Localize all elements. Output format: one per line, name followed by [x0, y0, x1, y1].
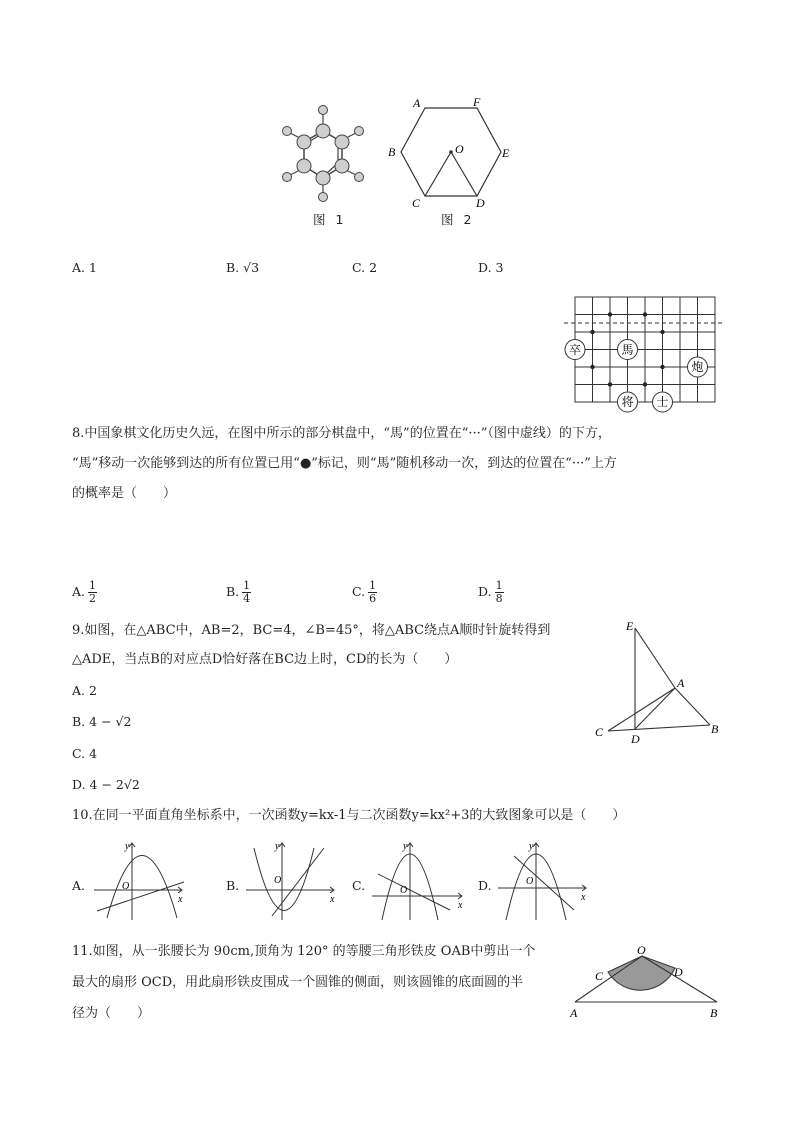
- hex-label-f: F: [473, 95, 481, 109]
- chessboard-figure: [560, 290, 725, 415]
- q10-option-d-label[interactable]: D.: [478, 878, 492, 893]
- figure-1-caption: 图 1: [313, 212, 347, 227]
- option-letter: C.: [352, 584, 366, 599]
- origin-label: O: [122, 881, 130, 892]
- q11-label-o: O: [637, 943, 646, 957]
- piece-ma: 馬: [621, 343, 634, 357]
- option-value: √3: [243, 260, 260, 275]
- x-axis-label: x: [581, 892, 586, 903]
- x-axis-label: x: [458, 900, 463, 911]
- option-value: 4 − √2: [89, 714, 132, 729]
- q9-label-c: C: [595, 725, 604, 739]
- figure-2-caption: 图 2: [441, 212, 475, 227]
- q11-label-a: A: [570, 1006, 578, 1020]
- figure-molecule: [276, 98, 366, 208]
- q8-line-1: 8.中国象棋文化历史久远，在图中所示的部分棋盘中，“馬”的位置在“···”（图中虚线）的下方，: [72, 426, 611, 441]
- origin-label: O: [400, 885, 408, 896]
- q11-label-c: C: [595, 969, 604, 983]
- fraction: [495, 580, 504, 605]
- hex-label-c: C: [412, 196, 421, 210]
- denominator: 8: [495, 592, 503, 605]
- option-value: 4: [89, 746, 98, 761]
- q8-option-c[interactable]: [352, 580, 377, 605]
- y-axis-label: y: [275, 841, 280, 852]
- figure-hexagon: [383, 90, 518, 215]
- option-value: 2: [369, 260, 378, 275]
- option-value: 1: [89, 260, 97, 275]
- numerator: 1: [495, 579, 503, 592]
- q8-line-2: “馬”移动一次能够到达的所有位置已用“●”标记，则“馬”随机移动一次，到达的位置在“···”上方: [72, 456, 617, 471]
- q9-label-e: E: [626, 619, 634, 633]
- option-letter: B.: [226, 260, 240, 275]
- option-letter: A.: [72, 584, 86, 599]
- option-letter: A.: [72, 683, 86, 698]
- q8-option-d[interactable]: [478, 580, 504, 605]
- option-letter: D.: [72, 777, 86, 792]
- denominator: 6: [369, 592, 377, 605]
- q9-option-b[interactable]: [72, 712, 131, 732]
- denominator: 4: [243, 592, 251, 605]
- q10-graph-a[interactable]: [92, 838, 187, 923]
- q9-option-a[interactable]: [72, 681, 97, 701]
- q8-option-a[interactable]: [72, 580, 97, 605]
- origin-label: O: [274, 875, 282, 886]
- q9-label-b: B: [711, 722, 719, 736]
- option-letter: D.: [478, 260, 492, 275]
- q10-graph-c[interactable]: [370, 838, 465, 923]
- hex-label-a: A: [413, 96, 421, 110]
- x-axis-label: x: [330, 894, 335, 905]
- q8-option-b[interactable]: [226, 580, 251, 605]
- fraction: [88, 580, 97, 605]
- q10-option-a-label[interactable]: A.: [72, 878, 86, 893]
- q9-option-c[interactable]: [72, 744, 97, 764]
- fraction: [242, 580, 251, 605]
- q7-option-a[interactable]: [72, 258, 97, 278]
- q9-line-1: 9.如图，在△ABC中，AB=2，BC=4，∠B=45°，将△ABC绕点A顺时针旋转得到: [72, 623, 551, 638]
- hex-label-e: E: [502, 146, 510, 160]
- piece-shi: 士: [656, 395, 669, 409]
- origin-label: O: [526, 876, 534, 887]
- q11-line-1: 11.如图，从一张腰长为 90cm,顶角为 120° 的等腰三角形铁皮 OAB中剪出一个: [72, 944, 536, 959]
- piece-pao: 炮: [691, 360, 704, 374]
- q10-graph-b[interactable]: [244, 838, 339, 923]
- q7-option-c[interactable]: [352, 258, 377, 278]
- q9-label-d: D: [631, 732, 640, 746]
- option-letter: D.: [478, 584, 492, 599]
- q9-option-d[interactable]: [72, 775, 140, 795]
- q10-option-c-label[interactable]: C.: [352, 878, 366, 893]
- q11-line-2: 最大的扇形 OCD，用此扇形铁皮围成一个圆锥的侧面，则该圆锥的底面圆的半: [72, 975, 524, 990]
- q11-label-b: B: [710, 1006, 718, 1020]
- numerator: 1: [243, 579, 251, 592]
- x-axis-label: x: [178, 894, 183, 905]
- option-letter: B.: [226, 584, 240, 599]
- q9-triangle-figure: [590, 615, 725, 750]
- q7-option-b[interactable]: [226, 258, 259, 278]
- q10-graph-d[interactable]: [496, 838, 591, 923]
- piece-zu: 卒: [568, 343, 582, 357]
- denominator: 2: [89, 592, 97, 605]
- y-axis-label: y: [125, 841, 130, 852]
- option-letter: B.: [72, 714, 86, 729]
- option-value: 3: [495, 260, 504, 275]
- numerator: 1: [89, 579, 97, 592]
- y-axis-label: y: [529, 841, 534, 852]
- q11-line-3: 径为（ ）: [72, 1006, 151, 1021]
- option-letter: C.: [352, 260, 366, 275]
- q10-line-1: 10.在同一平面直角坐标系中，一次函数y=kx-1与二次函数y=kx²+3的大致图象可以是（ ）: [72, 808, 626, 823]
- q9-label-a: A: [677, 676, 685, 690]
- q10-option-b-label[interactable]: B.: [226, 878, 240, 893]
- option-value: 2: [89, 683, 97, 698]
- hex-label-d: D: [476, 196, 485, 210]
- q8-line-3: 的概率是（ ）: [72, 486, 177, 501]
- option-value: 4 − 2√2: [89, 777, 140, 792]
- q11-sector-figure: [565, 942, 730, 1022]
- numerator: 1: [369, 579, 377, 592]
- q7-option-d[interactable]: [478, 258, 504, 278]
- hex-label-b: B: [388, 145, 396, 159]
- piece-jiang: 将: [621, 395, 634, 409]
- q11-label-d: D: [674, 965, 683, 979]
- hex-label-o: O: [455, 142, 464, 156]
- option-letter: C.: [72, 746, 86, 761]
- fraction: [368, 580, 377, 605]
- y-axis-label: y: [403, 841, 408, 852]
- q9-line-2: △ADE，当点B的对应点D恰好落在BC边上时，CD的长为（ ）: [72, 652, 458, 667]
- option-letter: A.: [72, 260, 86, 275]
